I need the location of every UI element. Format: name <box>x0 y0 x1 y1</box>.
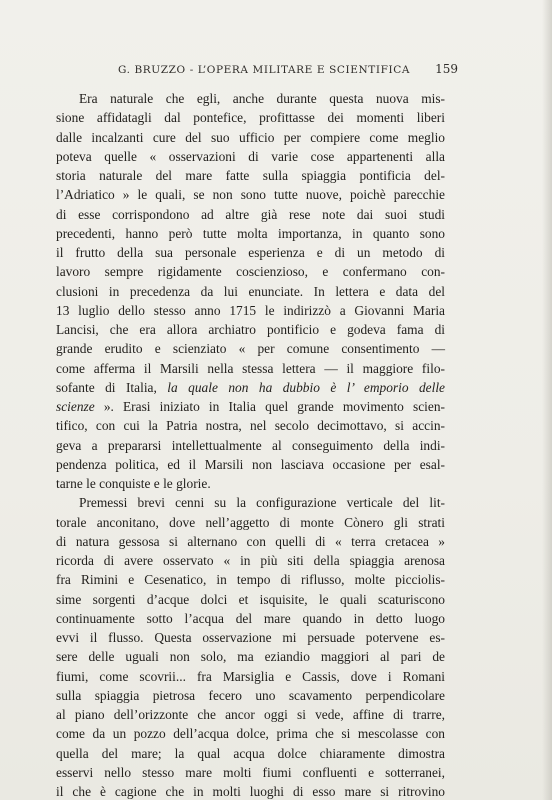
text-line: geva a prepararsi intellettualmente al conseguimento della indi- <box>56 437 445 453</box>
paragraph-end-line: tarne le conquiste e le glorie. <box>56 476 211 491</box>
text-line: quella del mare; la qual acqua dolce chiaramente dimostra <box>56 745 445 761</box>
text-line: come afferma il Marsili nella stessa lettera — il maggiore filo- <box>56 360 445 376</box>
text-line: precedenti, hanno però tutte molta importanza, in quanto sono <box>56 225 445 241</box>
text-line: fiumi, come scovrii... fra Marsiglia e Cassis, dove i Romani <box>56 668 445 684</box>
text-line: di esse corrispondono ad altre già rese note dai suoi studi <box>56 206 445 222</box>
text-line: torale anconitano, dove nell’aggetto di monte Cònero gli strati <box>56 514 445 530</box>
text-line: il che è cagione che in molti luoghi di esso mare si ritrovino <box>56 784 445 799</box>
text-line: sere delle uguali non solo, ma eziandio maggiori al pari de <box>56 649 445 665</box>
text-line: dalle incalzanti cure del suo ufficio per compiere come meglio <box>56 129 445 145</box>
text-line: 13 luglio dello stesso anno 1715 le indirizzò a Giovanni Maria <box>56 302 445 318</box>
text-line: grande erudito e scienziato « per comune consentimento — <box>56 341 445 357</box>
page-number: 159 <box>435 62 458 76</box>
running-title: G. BRUZZO - L’OPERA MILITARE E SCIENTIFICA <box>118 64 411 76</box>
text-line: storia naturale del mare fatte sulla spiaggia pontificia del- <box>56 168 445 183</box>
text-line: il frutto della sua personale esperienza e di un metodo di <box>56 245 445 260</box>
text-line: di natura gessosa si alternano con quelli di « terra cretacea » <box>56 533 445 549</box>
text-segment: sofante di Italia, <box>56 379 157 395</box>
text-line: continuamente sotto l’acqua del mare quando in detto luogo <box>56 610 445 626</box>
italic-quote: scienze <box>56 399 95 414</box>
text-line: tifico, con cui la Patria nostra, nel secolo decimottavo, si accin- <box>56 418 445 434</box>
body-text <box>56 89 445 800</box>
text-segment: ». Erasi iniziato in Italia quel grande movimento scien- <box>103 399 445 414</box>
text-line: l’Adriatico » le quali, se non sono tutte nuove, poichè parecchie <box>56 187 445 203</box>
text-line: sione affidatagli dal pontefice, profittasse dei momenti liberi <box>56 110 445 126</box>
running-head <box>78 62 458 78</box>
text-line: pendenza politica, ed il Marsili non lasciava occasione per esal- <box>56 456 445 472</box>
text-line: al piano dell’orizzonte che ancor oggi si vede, affine di trarre, <box>56 707 445 722</box>
text-line: come da un pozzo dell’acqua dolce, prima che si mescolasse con <box>56 726 445 742</box>
text-line: clusioni in precedenza da lui enunciate. In lettera e data del <box>56 283 445 299</box>
text-line: Lancisi, che era allora archiatro pontificio e godeva fama di <box>56 322 445 337</box>
text-line: ricorda di avere osservato « in più siti della spiaggia arenosa <box>56 553 445 568</box>
text-line: sulla spiaggia pietrosa fecero uno scavamento perpendicolare <box>56 687 445 703</box>
text-line: lavoro sempre rigidamente coscienzioso, e confermano con- <box>56 264 445 280</box>
text-line: Era naturale che egli, anche durante questa nuova mis- <box>79 91 445 106</box>
text-line: fra Rimini e Cesenatico, in tempo di riflusso, molte picciolis- <box>56 572 445 588</box>
text-line: Premessi brevi cenni su la configurazione verticale del lit- <box>79 495 445 511</box>
text-line: esservi nello stesso mare molti fiumi confluenti e sotterranei, <box>56 764 445 780</box>
page-edge-shadow <box>542 0 552 800</box>
text-line-with-italic <box>56 397 445 416</box>
text-line: poteva quelle « osservazioni di varie cose appartenenti alla <box>56 148 445 164</box>
text-line-with-italic <box>56 378 445 397</box>
italic-quote: la quale non ha dubbio è l’ emporio delle <box>167 379 445 395</box>
text-line: sime sorgenti d’acque dolci et isquisite, le quali scaturiscono <box>56 591 445 607</box>
text-line: evvi il flusso. Questa osservazione mi persuade potervene es- <box>56 630 445 645</box>
